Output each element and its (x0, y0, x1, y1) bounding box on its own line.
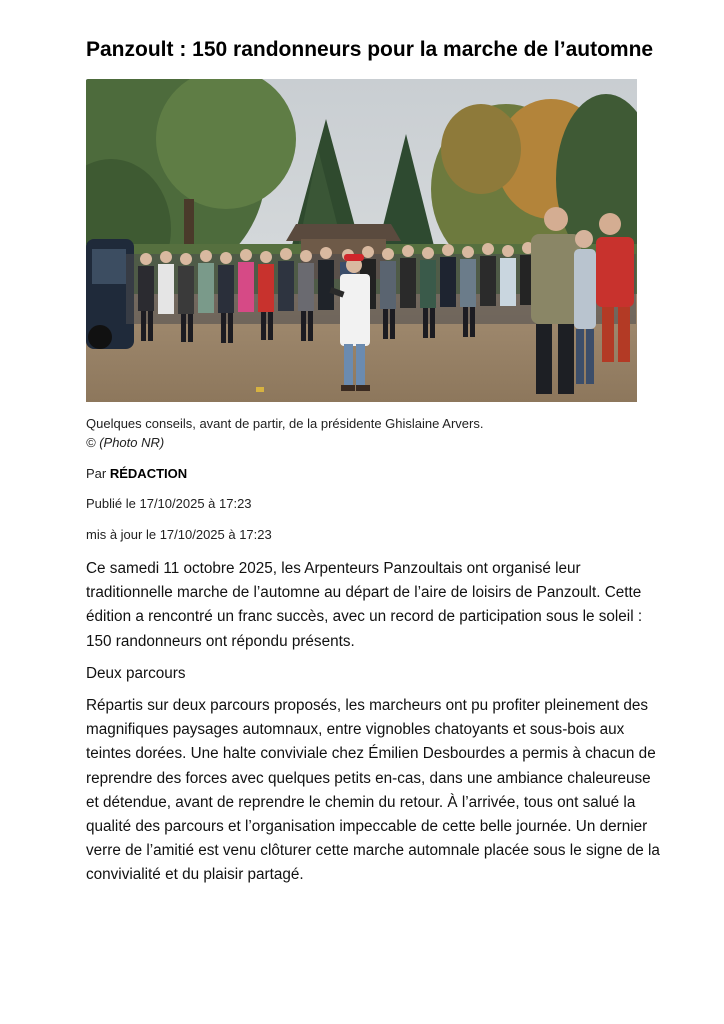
byline (86, 465, 187, 483)
article-paragraph: Répartis sur deux parcours proposés, les marcheurs ont pu profiter pleinement des magnifiques paysages automnaux, entre vignobles chatoyants et sous-bois aux teintes dorées. Une halte conviviale chez Émilien Desbourdes a permis à chacun de reprendre des forces avec quelques petits en-cas, dans une ambiance chaleureuse et détendue, avant de reprendre le chemin du retour. À l’arrivée, tous ont salué la qualité des parcours et l’organisation impeccable de cette belle journée. Un dernier verre de l’amitié est venu clôturer cette marche automnale placée sous le signe de la convivialité et du plaisir partagé. (86, 697, 660, 884)
article-photo (86, 79, 637, 402)
updated-date: mis à jour le 17/10/2025 à 17:23 (86, 527, 272, 542)
photo-credit: © (Photo NR) (86, 435, 165, 450)
article-paragraph: Ce samedi 11 octobre 2025, les Arpenteurs Panzoultais ont organisé leur traditionnelle marche de l’automne au départ de l’aire de loisirs de Panzoult. Cette édition a rencontré un franc succès, avec un record de participation sous le soleil : 150 randonneurs ont répondu présents. (86, 560, 643, 650)
photo-illustration (86, 79, 637, 402)
caption-text: Quelques conseils, avant de partir, de la présidente Ghislaine Arvers. (86, 416, 484, 431)
article-title: Panzoult : 150 randonneurs pour la marche de l’automne (86, 38, 654, 61)
byline-prefix: Par (86, 466, 107, 481)
article-subheading: Deux parcours (86, 665, 186, 682)
published-date: Publié le 17/10/2025 à 17:23 (86, 496, 252, 511)
byline-author: RÉDACTION (109, 466, 188, 481)
photo-caption (86, 414, 646, 452)
